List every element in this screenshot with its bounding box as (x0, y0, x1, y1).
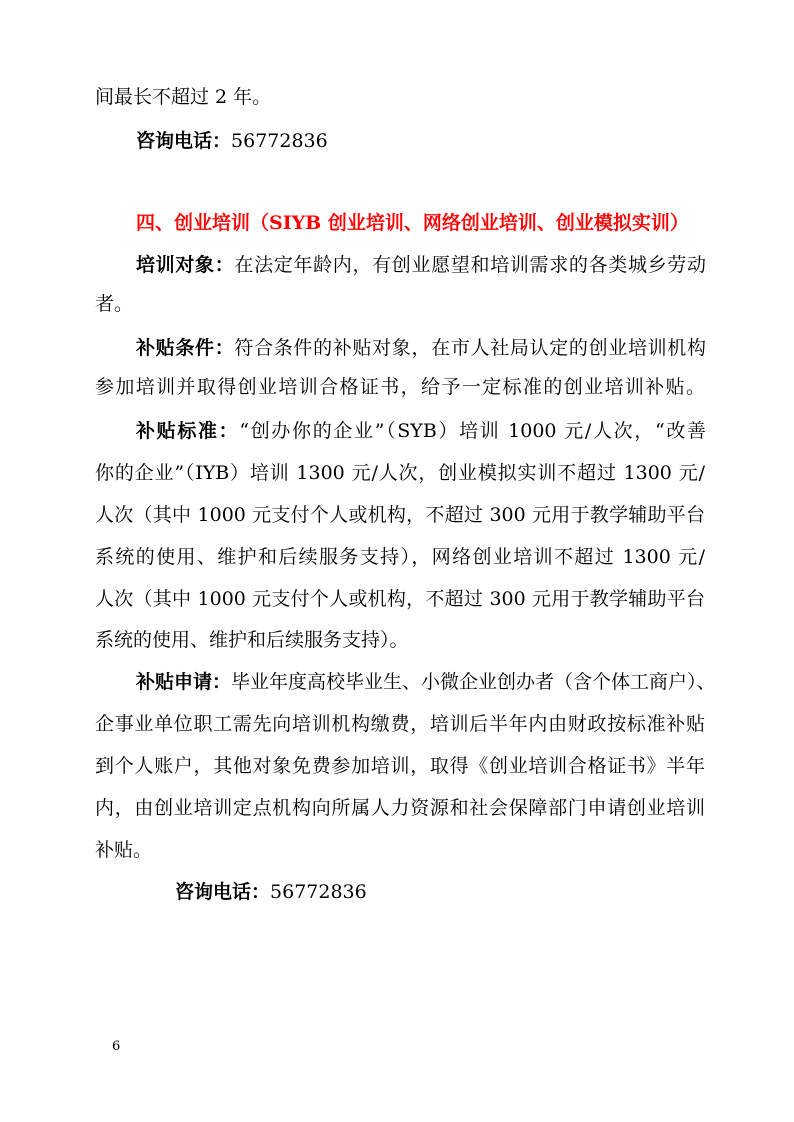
paragraph-line (95, 754, 705, 778)
paragraph-line (136, 419, 706, 443)
paragraph-line (95, 503, 705, 527)
paragraph-text: 毕业年度高校毕业生、小微企业创办者（含个体工商户）、 (231, 671, 716, 693)
paragraph-text: 在法定年龄内，有创业愿望和培训需求的各类城乡劳动 (234, 254, 706, 276)
paragraph-label: 补贴条件： (136, 337, 235, 359)
paragraph-text: 参加培训并取得创业培训合格证书，给予一定标准的创业培训补贴。 (95, 376, 705, 398)
paragraph-text: 者。 (95, 293, 134, 315)
paragraph-line (95, 545, 705, 569)
paragraph-line (95, 628, 705, 652)
paragraph-line (95, 375, 705, 399)
section-heading (136, 211, 706, 235)
contact-label: 咨询电话： (175, 881, 271, 903)
contact-line (175, 880, 785, 904)
text-line (95, 85, 705, 109)
line-text: 间最长不超过 2 年。 (95, 86, 272, 108)
paragraph-line (95, 796, 705, 820)
contact-phone: 56772836 (270, 881, 367, 903)
paragraph-text: 符合条件的补贴对象，在市人社局认定的创业培训机构 (234, 337, 706, 359)
paragraph-text: 人次（其中 1000 元支付个人或机构，不超过 300 元用于教学辅助平台 (95, 504, 705, 526)
paragraph-label: 补贴申请： (136, 671, 232, 693)
page-number: 6 (112, 1039, 121, 1054)
paragraph-label: 培训对象： (136, 254, 235, 276)
paragraph-line (136, 670, 716, 694)
paragraph-line (95, 838, 705, 862)
paragraph-line (95, 712, 705, 736)
paragraph-line (95, 292, 705, 316)
paragraph-text: 到个人账户，其他对象免费参加培训，取得《创业培训合格证书》半年 (95, 755, 705, 777)
contact-label: 咨询电话： (136, 130, 232, 152)
paragraph-text: 系统的使用、维护和后续服务支持）。 (95, 629, 409, 651)
contact-line (136, 129, 746, 153)
paragraph-text: 你的企业”（IYB）培训 1300 元/人次，创业模拟实训不超过 1300 元/ (95, 462, 705, 484)
contact-phone: 56772836 (231, 130, 328, 152)
paragraph-line (136, 253, 706, 277)
paragraph-line (95, 461, 705, 485)
paragraph-text: 人次（其中 1000 元支付个人或机构，不超过 300 元用于教学辅助平台 (95, 588, 705, 610)
paragraph-text: “创办你的企业”（SYB）培训 1000 元/人次，“改善 (239, 420, 706, 442)
paragraph-label: 补贴标准： (136, 420, 240, 442)
section-heading-text: 四、创业培训（SIYB 创业培训、网络创业培训、创业模拟实训） (136, 212, 689, 234)
paragraph-line (95, 587, 705, 611)
paragraph-text: 系统的使用、维护和后续服务支持），网络创业培训不超过 1300 元/ (95, 546, 705, 568)
paragraph-text: 补贴。 (95, 839, 153, 861)
paragraph-text: 企事业单位职工需先向培训机构缴费，培训后半年内由财政按标准补贴 (95, 713, 705, 735)
paragraph-line (136, 336, 706, 360)
paragraph-text: 内，由创业培训定点机构向所属人力资源和社会保障部门申请创业培训 (95, 797, 705, 819)
